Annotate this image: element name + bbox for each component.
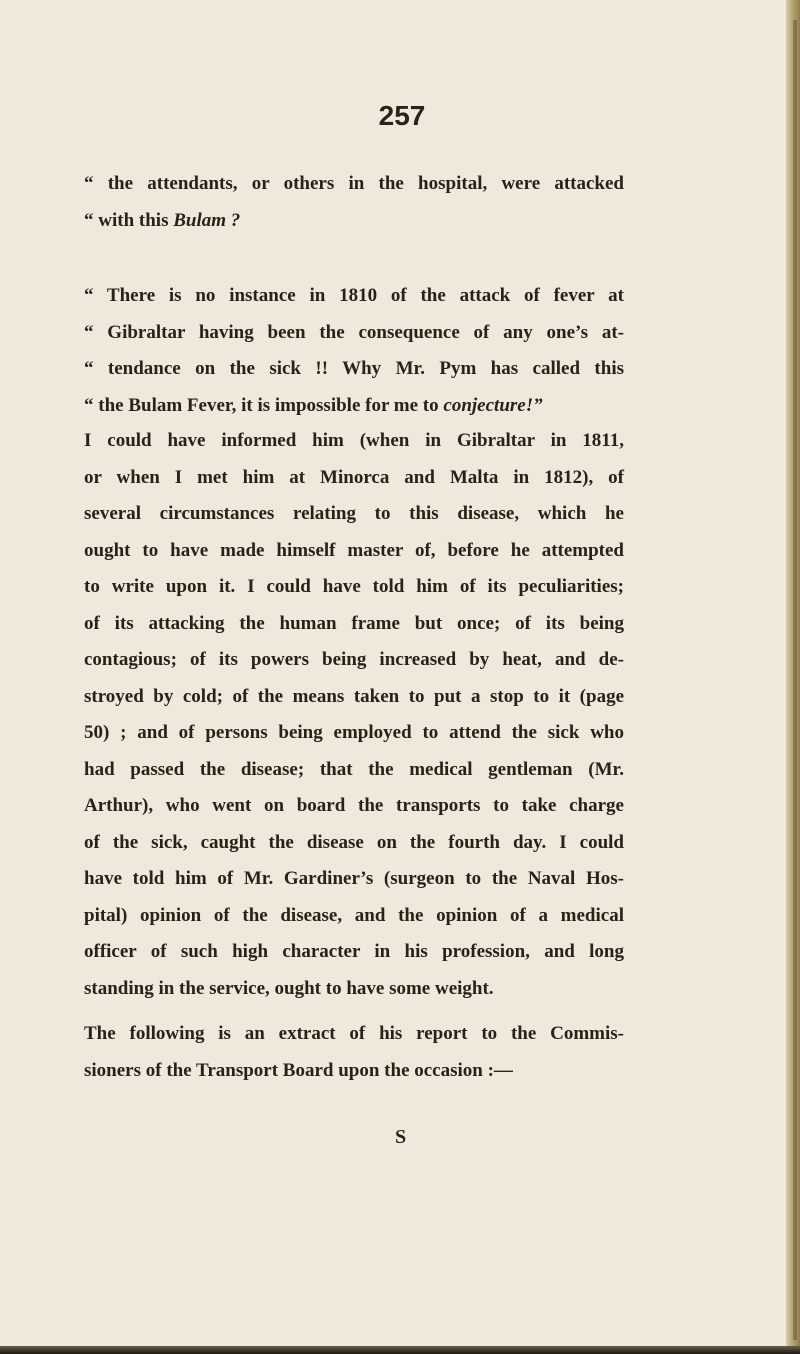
bottom-shadow bbox=[0, 1346, 800, 1354]
text-line: sioners of the Transport Board upon the occasion :— bbox=[84, 1059, 513, 1081]
text-line: of its attacking the human frame but once; of its being bbox=[84, 612, 624, 634]
text-line: of the sick, caught the disease on the fourth day. I could bbox=[84, 831, 624, 853]
text-line: The following is an extract of his report to the Commis- bbox=[84, 1023, 624, 1044]
body-paragraph-1 bbox=[84, 423, 624, 1007]
italic-phrase: Bulam ? bbox=[173, 209, 241, 231]
text-line: “ Gibraltar having been the consequence of any one’s at- bbox=[84, 321, 624, 343]
text-line: contagious; of its powers being increased by heat, and de- bbox=[84, 649, 624, 670]
text-line bbox=[84, 203, 624, 240]
italic-phrase: conjecture!” bbox=[443, 394, 543, 416]
text-line: had passed the disease; that the medical gentleman (Mr. bbox=[84, 758, 624, 780]
page-number: 257 bbox=[378, 100, 426, 131]
text-line-part: “ the Bulam Fever, it is impossible for me to bbox=[84, 394, 444, 416]
text-line: ought to have made himself master of, before he attempted bbox=[84, 539, 624, 561]
page-edge-shadow bbox=[793, 20, 797, 1340]
text-line: standing in the service, ought to have some weight. bbox=[84, 977, 494, 999]
text-line: have told him of Mr. Gardiner’s (surgeon to the Naval Hos- bbox=[84, 868, 624, 889]
signature-mark: S bbox=[395, 1126, 407, 1148]
text-line: pital) opinion of the disease, and the opinion of a medical bbox=[84, 904, 624, 926]
text-line: several circumstances relating to this disease, which he bbox=[84, 503, 624, 524]
quote-block-1 bbox=[84, 166, 624, 239]
text-line: “ tendance on the sick !! Why Mr. Pym has called this bbox=[84, 358, 624, 379]
text-line: officer of such high character in his profession, and long bbox=[84, 941, 624, 962]
quote-block-2 bbox=[84, 278, 624, 424]
body-paragraph-2 bbox=[84, 1016, 624, 1089]
text-line: to write upon it. I could have told him of its peculiarities; bbox=[84, 576, 624, 597]
text-line: stroyed by cold; of the means taken to put a stop to it (page bbox=[84, 685, 624, 707]
text-line: Arthur), who went on board the transports to take charge bbox=[84, 795, 624, 816]
text-line: or when I met him at Minorca and Malta in 1812), of bbox=[84, 466, 624, 488]
text-line: 50) ; and of persons being employed to attend the sick who bbox=[84, 722, 624, 743]
text-line bbox=[84, 388, 624, 425]
text-line: I could have informed him (when in Gibraltar in 1811, bbox=[84, 430, 624, 451]
text-line: “ There is no instance in 1810 of the attack of fever at bbox=[84, 285, 624, 306]
text-line: “ the attendants, or others in the hospital, were attacked bbox=[84, 173, 624, 194]
text-line-part: “ with this bbox=[84, 209, 174, 231]
